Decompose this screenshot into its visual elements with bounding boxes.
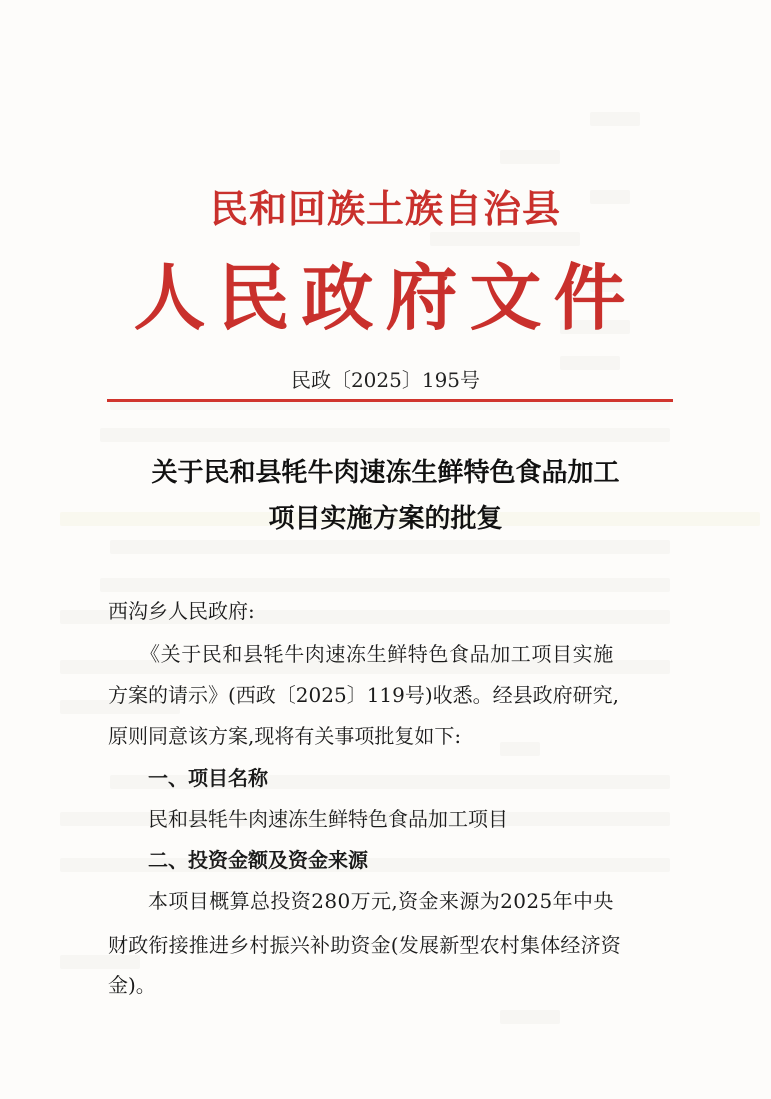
document-title-line-2: 项目实施方案的批复	[268, 504, 503, 534]
document-type-heading: 人民政府文件	[133, 255, 638, 340]
document-number: 民政〔2025〕195号	[290, 368, 481, 392]
paragraph-1-line-1: 《关于民和县牦牛肉速冻生鲜特色食品加工项目实施	[140, 642, 614, 666]
red-separator-line	[107, 399, 673, 402]
addressee: 西沟乡人民政府:	[108, 599, 255, 623]
paragraph-1-line-3: 原则同意该方案,现将有关事项批复如下:	[108, 724, 462, 748]
paragraph-1-line-2: 方案的请示》(西政〔2025〕119号)收悉。经县政府研究,	[108, 683, 620, 707]
paragraph-2-line-3: 金)。	[108, 973, 156, 997]
section-2-heading: 二、投资金额及资金来源	[148, 848, 368, 872]
document-title-line-1: 关于民和县牦牛肉速冻生鲜特色食品加工	[151, 458, 620, 488]
paragraph-2-line-1: 本项目概算总投资280万元,资金来源为2025年中央	[148, 889, 614, 913]
paragraph-2-line-2: 财政衔接推进乡村振兴补助资金(发展新型农村集体经济资	[108, 933, 622, 957]
issuing-organization: 民和回族土族自治县	[209, 186, 561, 231]
section-1-heading: 一、项目名称	[148, 766, 268, 790]
section-1-text: 民和县牦牛肉速冻生鲜特色食品加工项目	[148, 807, 508, 831]
